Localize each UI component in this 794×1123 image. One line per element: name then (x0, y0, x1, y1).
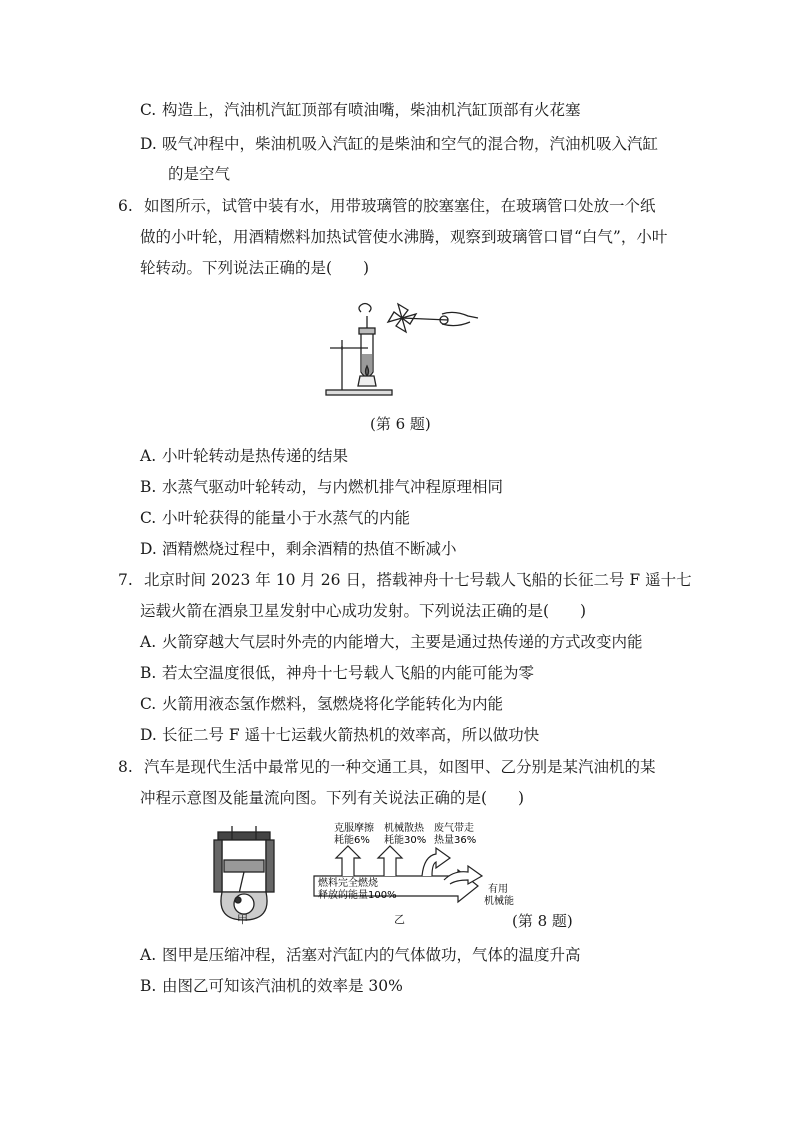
question-number: 6. (118, 197, 133, 215)
q7-option-c (140, 694, 503, 714)
q7-option-d (140, 725, 539, 745)
flow-input-line2: 释放的能量100% (318, 890, 397, 901)
q6-stem-line-2: 做的小叶轮，用酒精燃料加热试管使水沸腾，观察到玻璃管口冒“白气”，小叶 (140, 228, 668, 246)
q6-option-b (140, 477, 503, 497)
flow-input-line1: 燃料完全燃烧 (318, 878, 378, 889)
q5-option-c (140, 100, 581, 120)
flow-out3-line1: 废气带走 (434, 823, 474, 834)
option-key: C. (140, 101, 157, 119)
option-text: 由图乙可知该汽油机的效率是 30% (162, 977, 403, 995)
flow-useful-line1: 有用 (488, 884, 508, 895)
q6-stem-line-1 (118, 196, 656, 216)
q7-stem-line-2: 运载火箭在酒泉卫星发射中心成功发射。下列说法正确的是( ) (140, 602, 587, 620)
option-text: 水蒸气驱动叶轮转动，与内燃机排气冲程原理相同 (162, 478, 504, 496)
option-text: 酒精燃烧过程中，剩余酒精的热值不断减小 (162, 540, 457, 558)
q6-option-c (140, 508, 410, 528)
option-text: 小叶轮转动是热传递的结果 (162, 447, 349, 465)
option-text: 小叶轮获得的能量小于水蒸气的内能 (162, 509, 411, 527)
option-key: A. (140, 633, 157, 651)
option-text: 若太空温度很低，神舟十七号载人飞船的内能可能为零 (162, 664, 535, 682)
option-key: B. (140, 478, 157, 496)
stem-text: 如图所示，试管中装有水，用带玻璃管的胶塞塞住，在玻璃管口处放一个纸 (144, 197, 656, 215)
q8-option-a (140, 945, 581, 965)
q6-option-d (140, 539, 457, 559)
option-text: 吸气冲程中，柴油机吸入汽缸的是柴油和空气的混合物，汽油机吸入汽缸 (162, 135, 659, 153)
option-key: D. (140, 726, 157, 744)
q7-option-a (140, 632, 643, 652)
option-text: 火箭穿越大气层时外壳的内能增大，主要是通过热传递的方式改变内能 (162, 633, 643, 651)
stem-text: 汽车是现代生活中最常见的一种交通工具，如图甲、乙分别是某汽油机的某 (144, 758, 656, 776)
q8-caption: (第 8 题) (512, 912, 573, 930)
q5-option-d (140, 134, 658, 154)
option-text: 火箭用液态氢作燃料，氢燃烧将化学能转化为内能 (162, 695, 504, 713)
option-text: 长征二号 F 遥十七运载火箭热机的效率高，所以做功快 (162, 726, 540, 744)
flow-out2-line1: 机械散热 (384, 823, 424, 834)
q6-stem-line-3: 轮转动。下列说法正确的是( ) (140, 259, 370, 277)
option-key: C. (140, 509, 157, 527)
q8-option-b (140, 976, 403, 996)
q8-stem-line-2: 冲程示意图及能量流向图。下列有关说法正确的是( ) (140, 789, 525, 807)
q6-caption: (第 6 题) (370, 415, 431, 433)
option-key: C. (140, 695, 157, 713)
option-text: 图甲是压缩冲程，活塞对汽缸内的气体做功，气体的温度升高 (162, 946, 581, 964)
q6-figure (318, 290, 488, 402)
q8-stem-line-1 (118, 757, 656, 777)
flow-out1-line1: 克服摩擦 (334, 823, 374, 834)
q8-label-jia: 甲 (237, 913, 248, 926)
flow-useful-line2: 机械能 (484, 896, 514, 907)
flow-out1-line2: 耗能6% (334, 835, 370, 846)
question-number: 7. (118, 571, 133, 589)
q6-option-a (140, 446, 348, 466)
q7-stem-line-1 (118, 570, 692, 590)
flow-out2-line2: 耗能30% (384, 835, 427, 846)
option-key: A. (140, 447, 157, 465)
flow-out3-line2: 热量36% (434, 835, 477, 846)
option-key: D. (140, 135, 157, 153)
q8-energy-flow (312, 818, 522, 910)
stem-text: 北京时间 2023 年 10 月 26 日，搭载神舟十七号载人飞船的长征二号 F 遥十七 (144, 571, 692, 589)
option-key: B. (140, 664, 157, 682)
option-key: D. (140, 540, 157, 558)
q7-option-b (140, 663, 534, 683)
option-key: A. (140, 946, 157, 964)
q5-option-d-cont: 的是空气 (168, 165, 231, 183)
option-key: B. (140, 977, 157, 995)
q8-label-yi: 乙 (394, 913, 405, 926)
option-text: 构造上，汽油机汽缸顶部有喷油嘴，柴油机汽缸顶部有火花塞 (162, 101, 581, 119)
question-number: 8. (118, 758, 133, 776)
